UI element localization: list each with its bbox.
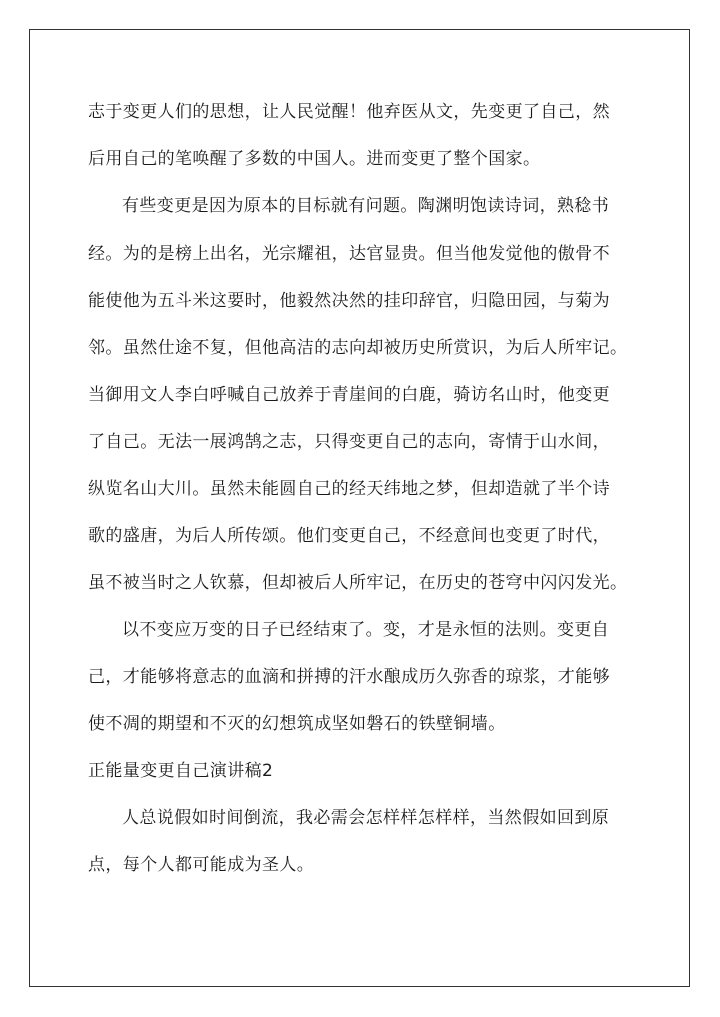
- paragraph-start-line: 人总说假如时间倒流，我必需会怎样样怎样样，当然假如回到原: [122, 808, 610, 828]
- text-line: 使不凋的期望和不灭的幻想筑成坚如磐石的铁壁铜墙。: [88, 714, 506, 734]
- paragraph-start-line: 以不变应万变的日子已经结束了。变，才是永恒的法则。变更自: [122, 620, 610, 640]
- text-line: 志于变更人们的思想，让人民觉醒！他弃医从文，先变更了自己，然: [88, 102, 610, 122]
- text-line: 当御用文人李白呼喊自己放养于青崖间的白鹿，骑访名山时，他变更: [88, 385, 610, 405]
- text-line: 虽不被当时之人钦慕，但却被后人所牢记，在历史的苍穹中闪闪发光。: [88, 573, 628, 593]
- section-heading: 正能量变更自己演讲稿2: [88, 761, 274, 781]
- text-line: 了自己。无法一展鸿鹄之志，只得变更自己的志向，寄情于山水间，: [88, 432, 610, 452]
- text-line: 能使他为五斗米这要时，他毅然决然的挂印辞官，归隐田园，与菊为: [88, 291, 610, 311]
- text-line: 纵览名山大川。虽然未能圆自己的经天纬地之梦，但却造就了半个诗: [88, 479, 610, 499]
- paragraph-start-line: 有些变更是因为原本的目标就有问题。陶渊明饱读诗词，熟稔书: [122, 196, 610, 216]
- text-line: 邻。虽然仕途不复，但他高洁的志向却被历史所赏识，为后人所牢记。: [88, 338, 628, 358]
- text-line: 歌的盛唐，为后人所传颂。他们变更自己，不经意间也变更了时代，: [88, 526, 610, 546]
- text-line: 经。为的是榜上出名，光宗耀祖，达官显贵。但当他发觉他的傲骨不: [88, 244, 610, 264]
- text-line: 后用自己的笔唤醒了多数的中国人。进而变更了整个国家。: [88, 149, 541, 169]
- text-line: 点，每个人都可能成为圣人。: [88, 855, 315, 875]
- text-line: 己，才能够将意志的血滴和拼搏的汗水酿成历久弥香的琼浆，才能够: [88, 667, 610, 687]
